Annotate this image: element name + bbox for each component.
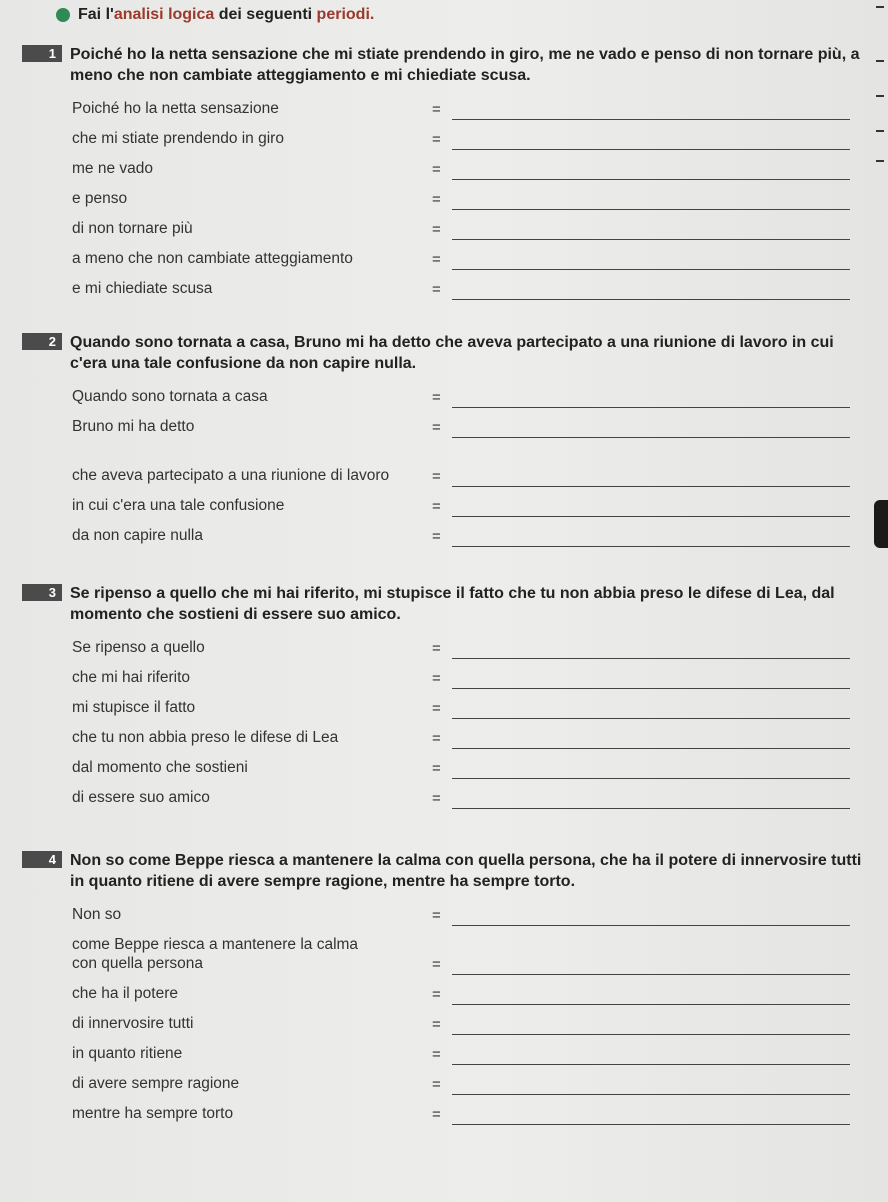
- clause-label: Bruno mi ha detto: [72, 418, 195, 435]
- analysis-row: [0, 1009, 888, 1039]
- analysis-row: [0, 214, 888, 244]
- equals-sign: =: [432, 419, 441, 436]
- equals-sign: =: [432, 907, 441, 924]
- equals-sign: =: [432, 528, 441, 545]
- exercise-sentence: Poiché ho la netta sensazione che mi stiate prendendo in giro, me ne vado e penso di non tornare più, a meno che non cambiate atteggiamento e mi chiediate scusa.: [70, 46, 860, 84]
- answer-line[interactable]: [452, 149, 850, 150]
- answer-line[interactable]: [452, 299, 850, 300]
- answer-line[interactable]: [452, 119, 850, 120]
- equals-sign: =: [432, 221, 441, 238]
- edge-tick: [876, 6, 884, 8]
- analysis-row: [0, 1099, 888, 1129]
- analysis-row: [0, 723, 888, 753]
- answer-line[interactable]: [452, 1064, 850, 1065]
- answer-line[interactable]: [452, 269, 850, 270]
- clause-label: che mi hai riferito: [72, 669, 191, 686]
- equals-sign: =: [432, 760, 441, 777]
- answer-line[interactable]: [452, 407, 850, 408]
- analysis-row: [0, 633, 888, 663]
- equals-sign: =: [432, 640, 441, 657]
- exercise-number: 3: [22, 584, 62, 601]
- equals-sign: =: [432, 498, 441, 515]
- clause-label: di non tornare più: [72, 220, 193, 237]
- equals-sign: =: [432, 1046, 441, 1063]
- answer-line[interactable]: [452, 925, 850, 926]
- analysis-row: [0, 1039, 888, 1069]
- clause-label: che aveva partecipato a una riunione di lavoro: [72, 467, 390, 484]
- analysis-row: [0, 693, 888, 723]
- answer-line[interactable]: [452, 658, 850, 659]
- answer-line[interactable]: [452, 486, 850, 487]
- instruction-header: [56, 6, 374, 24]
- equals-sign: =: [432, 161, 441, 178]
- clause-label: di innervosire tutti: [72, 1015, 194, 1032]
- clause-label: Se ripenso a quello: [72, 639, 205, 656]
- equals-sign: =: [432, 131, 441, 148]
- answer-line[interactable]: [452, 179, 850, 180]
- equals-sign: =: [432, 389, 441, 406]
- analysis-row: [0, 244, 888, 274]
- answer-line[interactable]: [452, 1034, 850, 1035]
- answer-line[interactable]: [452, 778, 850, 779]
- answer-line[interactable]: [452, 718, 850, 719]
- answer-line[interactable]: [452, 688, 850, 689]
- clause-label: da non capire nulla: [72, 527, 203, 544]
- analysis-row: [0, 783, 888, 813]
- exercise-sentence: Non so come Beppe riesca a mantenere la calma con quella persona, che ha il potere di innervosire tutti in quanto ritiene di avere sempre ragione, mentre ha sempre torto.: [70, 852, 862, 890]
- analysis-row: [0, 491, 888, 521]
- answer-line[interactable]: [452, 516, 850, 517]
- analysis-row: [0, 1069, 888, 1099]
- clause-label: che tu non abbia preso le difese di Lea: [72, 729, 339, 746]
- clause-label: e penso: [72, 190, 128, 207]
- exercise-2: [0, 332, 888, 551]
- analysis-row: [0, 184, 888, 214]
- answer-line[interactable]: [452, 437, 850, 438]
- analysis-row: [0, 900, 888, 930]
- clause-label: Poiché ho la netta sensazione: [72, 100, 279, 117]
- exercise-number: 4: [22, 851, 62, 868]
- analysis-row: [0, 753, 888, 783]
- analysis-row: [0, 663, 888, 693]
- clause-label: in cui c'era una tale confusione: [72, 497, 285, 514]
- answer-line[interactable]: [452, 209, 850, 210]
- equals-sign: =: [432, 1016, 441, 1033]
- edge-tick: [876, 95, 884, 97]
- analysis-row: [0, 979, 888, 1009]
- analysis-row: [0, 382, 888, 412]
- answer-line[interactable]: [452, 1124, 850, 1125]
- exercise-number: 1: [22, 45, 62, 62]
- analysis-row: [0, 412, 888, 442]
- analysis-row: [0, 124, 888, 154]
- answer-line[interactable]: [452, 748, 850, 749]
- equals-sign: =: [432, 281, 441, 298]
- clause-label: me ne vado: [72, 160, 153, 177]
- clause-label: mentre ha sempre torto: [72, 1105, 234, 1122]
- equals-sign: =: [432, 790, 441, 807]
- equals-sign: =: [432, 670, 441, 687]
- equals-sign: =: [432, 468, 441, 485]
- analysis-row: [0, 274, 888, 304]
- exercise-sentence: Se ripenso a quello che mi hai riferito, mi stupisce il fatto che tu non abbia preso le difese di Lea, dal momento che sostieni di essere suo amico.: [70, 585, 835, 623]
- equals-sign: =: [432, 1106, 441, 1123]
- answer-line[interactable]: [452, 546, 850, 547]
- exercise-1: [0, 44, 888, 304]
- analysis-row: [0, 94, 888, 124]
- clause-label: Quando sono tornata a casa: [72, 388, 268, 405]
- exercise-number: 2: [22, 333, 62, 350]
- clause-label: che ha il potere: [72, 985, 178, 1002]
- clause-label: come Beppe riesca a mantenere la calma con quella persona: [72, 936, 359, 972]
- page-edge-dark: [874, 500, 888, 548]
- clause-label: e mi chiediate scusa: [72, 280, 213, 297]
- clause-label: a meno che non cambiate atteggiamento: [72, 250, 353, 267]
- edge-tick: [876, 130, 884, 132]
- clause-label: di essere suo amico: [72, 789, 210, 806]
- answer-line[interactable]: [452, 808, 850, 809]
- clause-label: mi stupisce il fatto: [72, 699, 196, 716]
- clause-label: Non so: [72, 906, 122, 923]
- exercise-3: [0, 583, 888, 813]
- answer-line[interactable]: [452, 974, 850, 975]
- analysis-row: [0, 154, 888, 184]
- edge-tick: [876, 60, 884, 62]
- page-edge-shadow: [872, 0, 888, 560]
- answer-line[interactable]: [452, 1094, 850, 1095]
- answer-line[interactable]: [452, 1004, 850, 1005]
- equals-sign: =: [432, 251, 441, 268]
- equals-sign: =: [432, 730, 441, 747]
- equals-sign: =: [432, 956, 441, 973]
- clause-label: di avere sempre ragione: [72, 1075, 240, 1092]
- exercise-sentence: Quando sono tornata a casa, Bruno mi ha detto che aveva partecipato a una riunione di lavoro in cui c'era una tale confusione da non capire nulla.: [70, 334, 834, 372]
- equals-sign: =: [432, 191, 441, 208]
- equals-sign: =: [432, 700, 441, 717]
- clause-label: che mi stiate prendendo in giro: [72, 130, 284, 147]
- equals-sign: =: [432, 101, 441, 118]
- equals-sign: =: [432, 1076, 441, 1093]
- edge-tick: [876, 160, 884, 162]
- instruction-text: Fai l'analisi logica dei seguenti periodi.: [78, 6, 375, 23]
- green-bullet-icon: [56, 8, 70, 22]
- answer-line[interactable]: [452, 239, 850, 240]
- exercise-4: [0, 850, 888, 1129]
- equals-sign: =: [432, 986, 441, 1003]
- analysis-row: [0, 521, 888, 551]
- clause-label: in quanto ritiene: [72, 1045, 183, 1062]
- clause-label: dal momento che sostieni: [72, 759, 248, 776]
- analysis-row: [0, 930, 888, 979]
- analysis-row: [0, 442, 888, 491]
